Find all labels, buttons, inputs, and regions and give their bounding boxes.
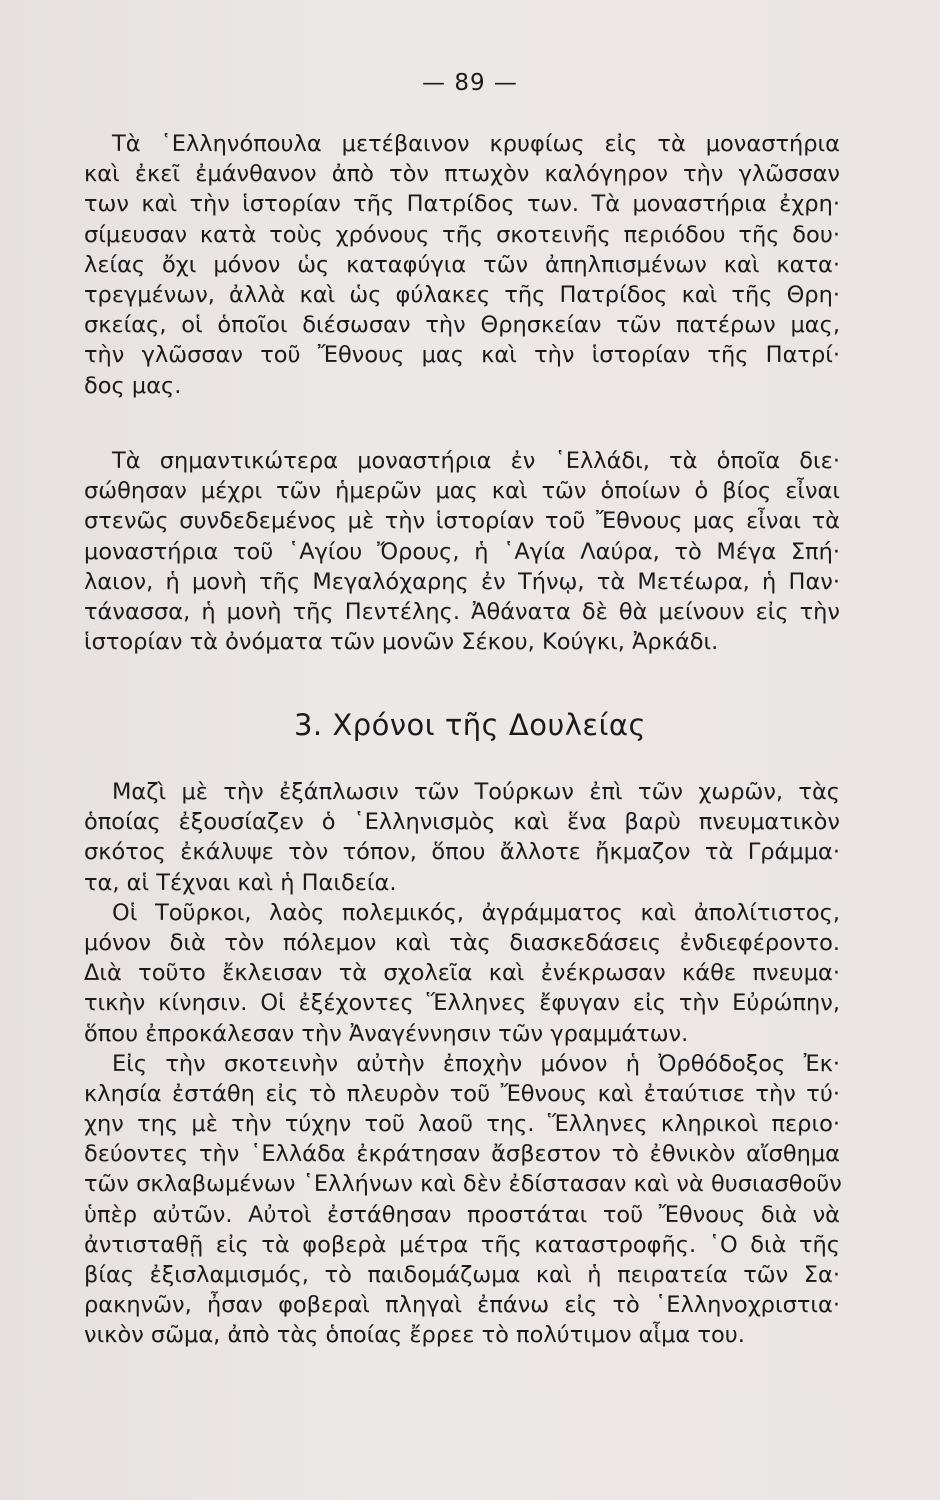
- text-line: τα, αἱ Τέχναι καὶ ἡ Παιδεία.: [84, 869, 397, 896]
- paragraph-1: [84, 129, 840, 401]
- text-line: Διὰ τοῦτο ἔκλεισαν τὰ σχολεῖα καὶ ἐνέκρωσαν κάθε πνευμα·: [84, 960, 840, 987]
- text-line: τικὴν κίνησιν. Οἱ ἐξέχοντες Ἕλληνες ἔφυγαν εἰς τὴν Εὐρώπην,: [84, 990, 840, 1017]
- text-line: σίμευσαν κατὰ τοὺς χρόνους τῆς σκοτεινῆς περιόδου τῆς δου·: [84, 221, 840, 248]
- text-line: δος μας.: [84, 372, 182, 399]
- section-body: [84, 777, 840, 1351]
- text-line: Τὰ σημαντικώτερα μοναστήρια ἐν ῾Ελλάδι, τὰ ὁποῖα διε·: [112, 448, 840, 474]
- text-line: Μαζὶ μὲ τὴν ἐξάπλωσιν τῶν Τούρκων ἐπὶ τῶν χωρῶν, τὰς: [112, 779, 840, 805]
- text-line: ἱστορίαν τὰ ὀνόματα τῶν μονῶν Σέκου, Κούγκι, Ἀρκάδι.: [84, 629, 719, 656]
- text-line: σώθησαν μέχρι τῶν ἡμερῶν μας καὶ τῶν ὁποίων ὁ βίος εἶναι: [84, 478, 840, 505]
- paragraph-2: [84, 446, 840, 657]
- text-line: σκότος ἐκάλυψε τὸν τόπον, ὅπου ἄλλοτε ἤκμαζον τὰ Γράμμα·: [84, 839, 840, 866]
- text-line: σκείας, οἱ ὁποῖοι διέσωσαν τὴν Θρησκείαν τῶν πατέρων μας,: [84, 312, 840, 339]
- text-line: τάνασσα, ἡ μονὴ τῆς Πεντέλης. Ἀθάνατα δὲ θὰ μείνουν εἰς τὴν: [84, 598, 840, 625]
- text-line: των καὶ τὴν ἱστορίαν τῆς Πατρίδος των. Τὰ μοναστήρια ἐχρη·: [84, 191, 840, 218]
- text-line: τρεγμένων, ἀλλὰ καὶ ὡς φύλακες τῆς Πατρίδος καὶ τῆς Θρη·: [84, 281, 840, 308]
- text-line: ὅπου ἐπροκάλεσαν τὴν Ἀναγέννησιν τῶν γραμμάτων.: [84, 1020, 689, 1047]
- text-line: ρακηνῶν, ἦσαν φοβεραὶ πληγαὶ ἐπάνω εἰς τὸ ῾Ελληνοχριστια·: [84, 1292, 840, 1319]
- section-heading: 3. Χρόνοι τῆς Δουλείας: [293, 708, 647, 742]
- text-line: τὴν γλῶσσαν τοῦ Ἔθνους μας καὶ τὴν ἱστορίαν τῆς Πατρί·: [84, 342, 840, 369]
- text-line: κλησία ἐστάθη εἰς τὸ πλευρὸν τοῦ Ἔθνους καὶ ἐταύτισε τὴν τύ·: [84, 1080, 840, 1107]
- page-number: — 89 —: [422, 70, 518, 96]
- text-line: λαιον, ἡ μονὴ τῆς Μεγαλόχαρης ἐν Τήνῳ, τὰ Μετέωρα, ἡ Παν·: [84, 568, 840, 595]
- text-line: καὶ ἐκεῖ ἐμάνθανον ἀπὸ τὸν πτωχὸν καλόγηρον τὴν γλῶσσαν: [84, 161, 840, 188]
- text-line: τῶν σκλαβωμένων ῾Ελλήνων καὶ δὲν ἐδίστασαν καὶ νὰ θυσιασθοῦν: [84, 1171, 842, 1198]
- text-line: Εἰς τὴν σκοτεινὴν αὐτὴν ἐποχὴν μόνον ἡ Ὀρθόδοξος Ἐκ·: [112, 1050, 840, 1077]
- text-line: ἀντισταθῇ εἰς τὰ φοβερὰ μέτρα τῆς καταστροφῆς. ῾Ο διὰ τῆς: [84, 1231, 840, 1258]
- text-line: χην της μὲ τὴν τύχην τοῦ λαοῦ της. Ἕλληνες κληρικοὶ περιο·: [84, 1111, 840, 1138]
- text-line: στενῶς συνδεδεμένος μὲ τὴν ἱστορίαν τοῦ Ἔθνους μας εἶναι τὰ: [84, 508, 840, 535]
- text-line: βίας ἐξισλαμισμός, τὸ παιδομάζωμα καὶ ἡ πειρατεία τῶν Σα·: [84, 1262, 840, 1288]
- text-line: μοναστήρια τοῦ ῾Αγίου Ὄρους, ἡ ῾Αγία Λαύρα, τὸ Μέγα Σπή·: [84, 538, 840, 565]
- text-line: νικὸν σῶμα, ἀπὸ τὰς ὁποίας ἔρρεε τὸ πολύτιμον αἷμα του.: [84, 1322, 745, 1349]
- text-line: Τὰ ῾Ελληνόπουλα μετέβαινον κρυφίως εἰς τὰ μοναστήρια: [112, 131, 840, 157]
- text-line: λείας ὄχι μόνον ὡς καταφύγια τῶν ἀπηλπισμένων καὶ κατα·: [84, 251, 840, 278]
- text-line: μόνον διὰ τὸν πόλεμον καὶ τὰς διασκεδάσεις ἐνδιεφέροντο.: [84, 929, 840, 956]
- text-line: Οἱ Τοῦρκοι, λαὸς πολεμικός, ἀγράμματος καὶ ἀπολίτιστος,: [112, 899, 840, 926]
- text-line: δεύοντες τὴν ῾Ελλάδα ἐκράτησαν ἄσβεστον τὸ ἐθνικὸν αἴσθημα: [84, 1141, 840, 1168]
- text-line: ὑπὲρ αὐτῶν. Αὐτοὶ ἐστάθησαν προστάται τοῦ Ἔθνους διὰ νὰ: [84, 1201, 840, 1228]
- text-line: ὁποίας ἐξουσίαζεν ὁ ῾Ελληνισμὸς καὶ ἕνα βαρὺ πνευματικὸν: [84, 809, 840, 836]
